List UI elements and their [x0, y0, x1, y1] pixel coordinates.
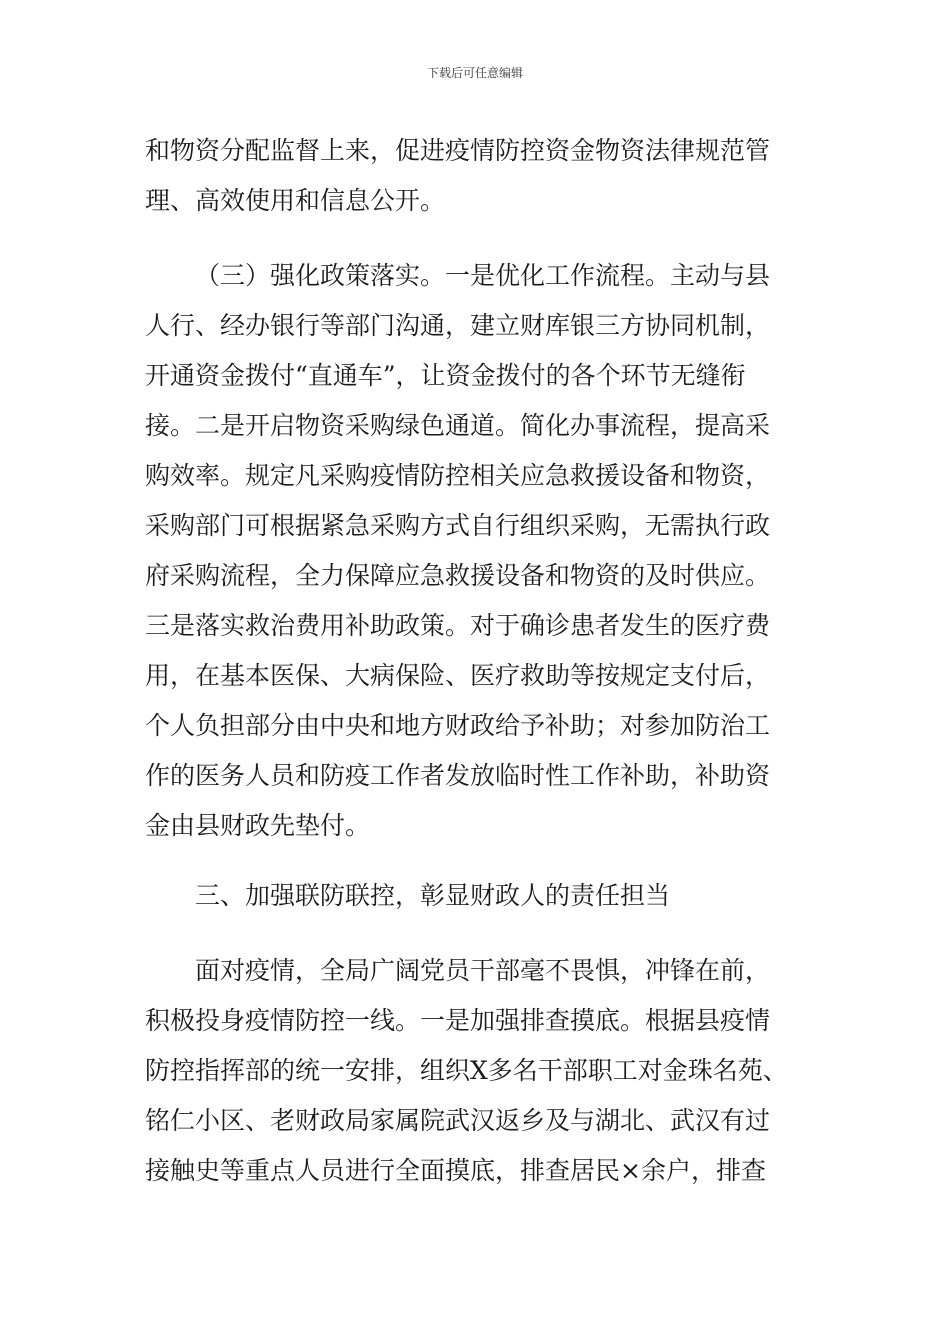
line-text: 接。二是开启物资采购绿色通道。简化办事流程，提高采: [145, 411, 771, 440]
line-text: 金由县财政先垫付。: [145, 811, 371, 840]
page-header: 下载后可任意编辑: [426, 66, 523, 80]
line-text: 理、高效使用和信息公开。: [145, 186, 446, 215]
line-text: （三）强化政策落实。一是优化工作流程。主动与县: [195, 261, 771, 290]
line-text: 铭仁小区、老财政局家属院武汉返乡及与湖北、武汉有过: [145, 1106, 771, 1135]
line-text: 采购部门可根据紧急采购方式自行组织采购，无需执行政: [145, 511, 771, 540]
line-text: 防控指挥部的统一安排，组织X多名干部职工对金珠名苑、: [145, 1056, 788, 1085]
line-text: 接触史等重点人员进行全面摸底，排查居民×余户，排查: [145, 1156, 766, 1185]
line-text: 人行、经办银行等部门沟通，建立财库银三方协同机制，: [145, 311, 771, 340]
line-text: 府采购流程，全力保障应急救援设备和物资的及时供应。: [145, 561, 771, 590]
line-text: 开通资金拨付“直通车”，让资金拨付的各个环节无缝衔: [145, 361, 746, 390]
heading-text: 三、加强联防联控，彰显财政人的责任担当: [195, 881, 671, 910]
line-text: 作的医务人员和防疫工作者发放临时性工作补助，补助资: [145, 761, 771, 790]
line-text: 积极投身疫情防控一线。一是加强排查摸底。根据县疫情: [145, 1006, 771, 1035]
line-text: 面对疫情，全局广阔党员干部毫不畏惧，冲锋在前，: [195, 956, 771, 985]
line-text: 个人负担部分由中央和地方财政给予补助；对参加防治工: [145, 711, 771, 740]
line-text: 用，在基本医保、大病保险、医疗救助等按规定支付后，: [145, 661, 771, 690]
line-text: 三是落实救治费用补助政策。对于确诊患者发生的医疗费: [145, 611, 771, 640]
line-text: 购效率。规定凡采购疫情防控相关应急救援设备和物资，: [145, 461, 771, 490]
line-text: 和物资分配监督上来，促进疫情防控资金物资法律规范管: [145, 136, 771, 165]
